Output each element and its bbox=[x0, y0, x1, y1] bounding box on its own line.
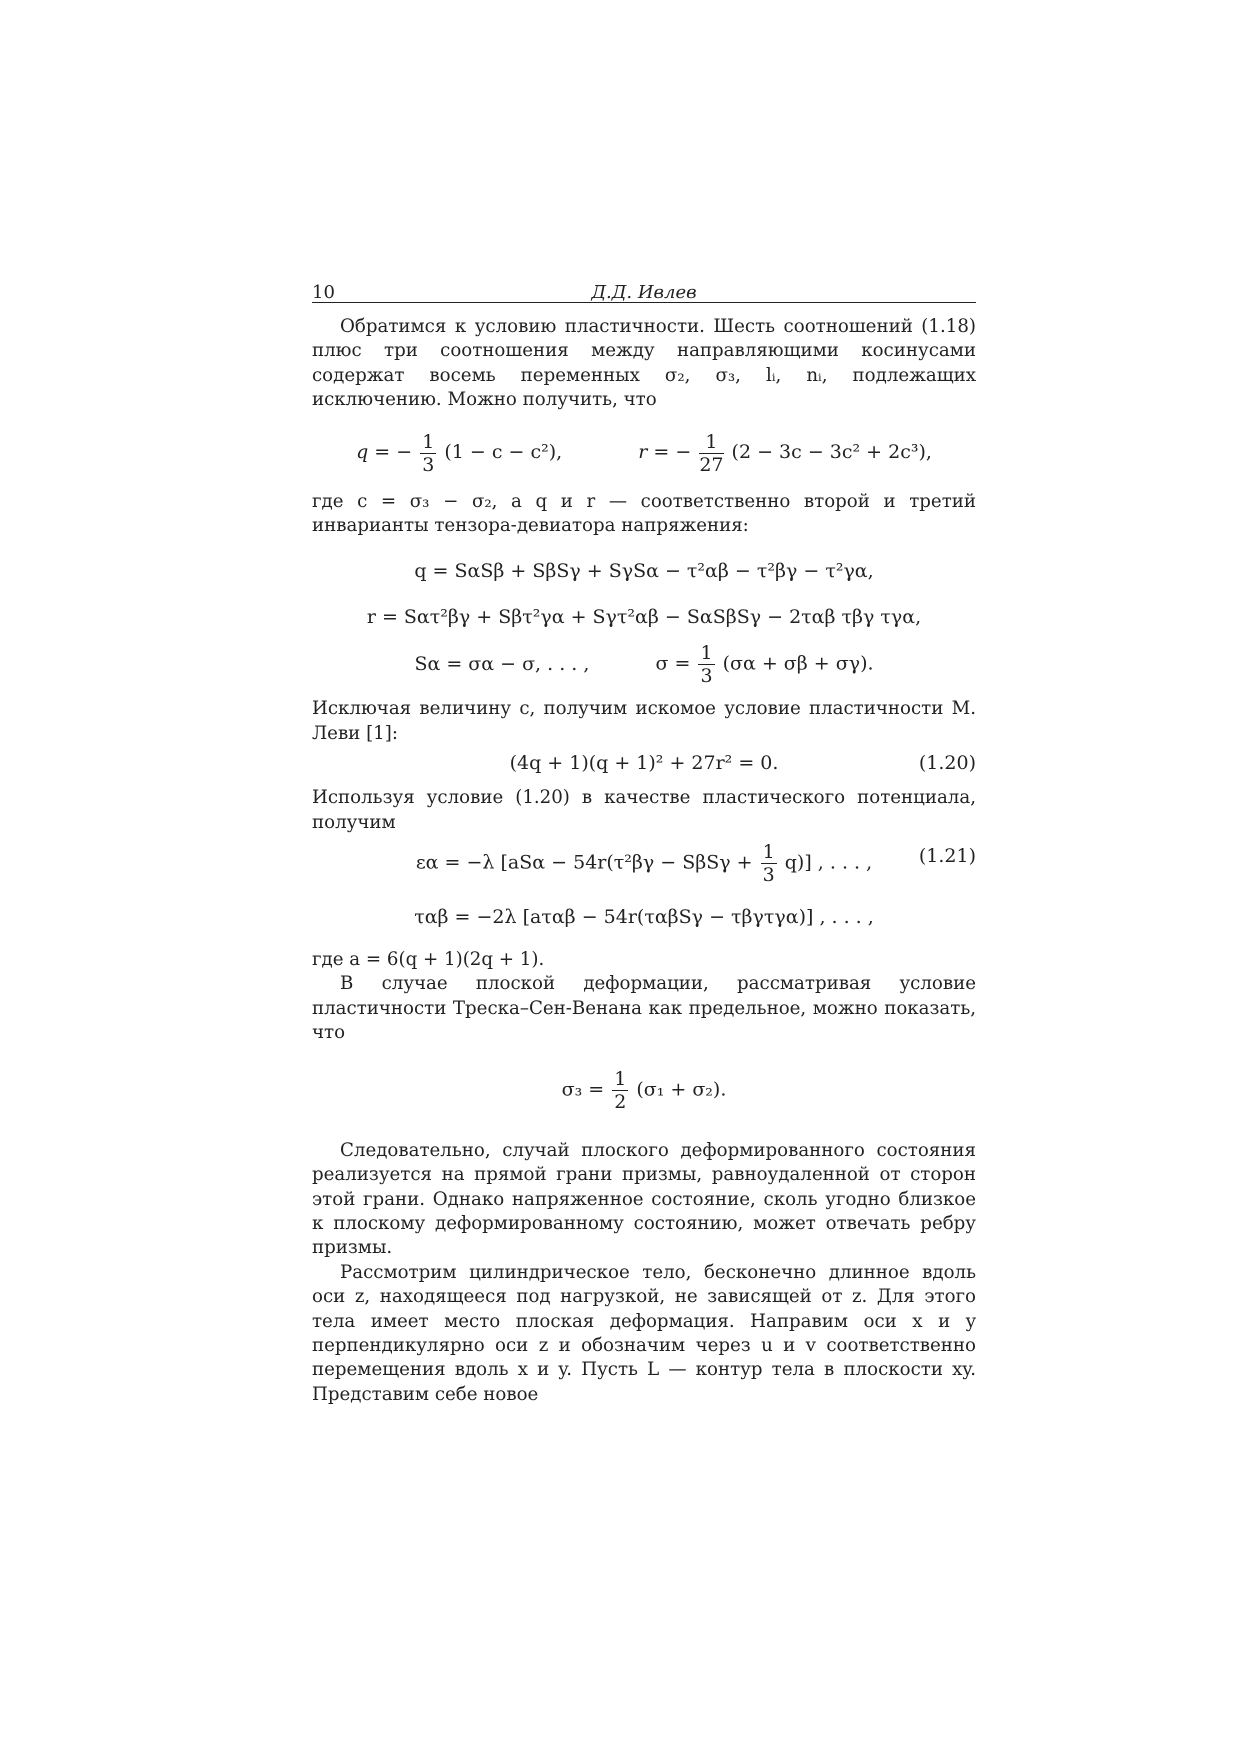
paragraph-8: Рассмотрим цилиндрическое тело, бесконечно длинное вдоль оси z, находящееся под нагрузкой, не зависящей от z. Для этого тела имеет место плоская деформация. Направим оси x и y перпендикулярно оси z и обозначим через u и v соответственно перемещения вдоль x и y. Пусть L — контур тела в плоскости xy. Представим себе новое bbox=[312, 1261, 976, 1405]
eq-sigma3-body: (σ₁ + σ₂). bbox=[636, 1078, 727, 1101]
page-number: 10 bbox=[312, 282, 335, 303]
fraction-1-27: $\frac{1}{27}$ bbox=[699, 430, 724, 476]
equation-number-1-20: (1.20) bbox=[918, 752, 976, 775]
eq1-right-prefix: r = − bbox=[638, 441, 692, 464]
eq-sigma3-prefix: σ₃ = bbox=[561, 1078, 605, 1101]
eq-1-21-b: q)] , . . . , bbox=[784, 851, 873, 874]
eq-s-left: Sα = σα − σ, . . . , bbox=[414, 652, 590, 675]
equation-s-sigma bbox=[312, 642, 976, 687]
eq-s-right-prefix: σ = bbox=[655, 652, 691, 675]
page-header bbox=[312, 270, 976, 303]
equation-1-20 bbox=[312, 748, 976, 778]
equation-1-21 bbox=[312, 841, 976, 886]
fraction-1-3: $\frac{1}{3}$ bbox=[422, 430, 435, 476]
running-head: Д.Д. Ивлев bbox=[591, 282, 697, 303]
equation-number-1-21: (1.21) bbox=[918, 845, 976, 868]
eq-1-21-a: εα = −λ [aSα − 54r(τ²βγ − SβSγ + bbox=[415, 851, 753, 874]
paragraph-5: где a = 6(q + 1)(2q + 1). bbox=[312, 949, 545, 971]
eq-1-20-body: (4q + 1)(q + 1)² + 27r² = 0. bbox=[509, 752, 779, 775]
paragraph-1: Обратимся к условию пластичности. Шесть соотношений (1.18) плюс три соотношения между направляющими косинусами содержат восемь переменных σ₂, σ₃, lᵢ, nᵢ, подлежащих исключению. Можно получить, что bbox=[312, 316, 976, 411]
paragraph-6: В случае плоской деформации, рассматривая условие пластичности Треска–Сен-Венана как предельное, можно показать, что bbox=[312, 973, 976, 1044]
eq1-left-prefix: q = − bbox=[356, 441, 413, 464]
eq1-left-body: (1 − c − c²), bbox=[444, 441, 563, 464]
fraction-1-2: $\frac{1}{2}$ bbox=[614, 1067, 627, 1113]
equation-r-invariant: r = Sατ²βγ + Sβτ²γα + Sγτ²αβ − SαSβSγ − 2ταβ τβγ τγα, bbox=[366, 606, 922, 629]
paragraph-3: Исключая величину c, получим искомое условие пластичности М. Леви [1]: bbox=[312, 698, 976, 744]
fraction-1-3-c: $\frac{1}{3}$ bbox=[762, 841, 775, 887]
paragraph-7: Следовательно, случай плоского деформированного состояния реализуется на прямой грани призмы, равноудаленной от сторон этой грани. Однако напряженное состояние, сколь угодно близкое к плоскому деформированному состоянию, может отвечать ребру призмы. bbox=[312, 1139, 976, 1259]
fraction-1-3-b: $\frac{1}{3}$ bbox=[700, 642, 713, 688]
equation-q-invariant: q = SαSβ + SβSγ + SγSα − τ²αβ − τ²βγ − τ²γα, bbox=[414, 560, 874, 583]
equation-q-r-c bbox=[312, 431, 976, 476]
eq1-right-body: (2 − 3c − 3c² + 2c³), bbox=[731, 441, 932, 464]
eq-s-right-body: (σα + σβ + σγ). bbox=[722, 652, 874, 675]
equation-sigma3 bbox=[312, 1068, 976, 1113]
book-page bbox=[312, 270, 976, 1407]
paragraph-2: где c = σ₃ − σ₂, а q и r — соответственно второй и третий инварианты тензора-девиатора напряжения: bbox=[312, 490, 976, 537]
equation-tau: ταβ = −2λ [aταβ − 54r(ταβSγ − τβγτγα)] , . . . , bbox=[414, 906, 874, 929]
paragraph-4: Используя условие (1.20) в качестве пластического потенциала, получим bbox=[312, 787, 976, 833]
